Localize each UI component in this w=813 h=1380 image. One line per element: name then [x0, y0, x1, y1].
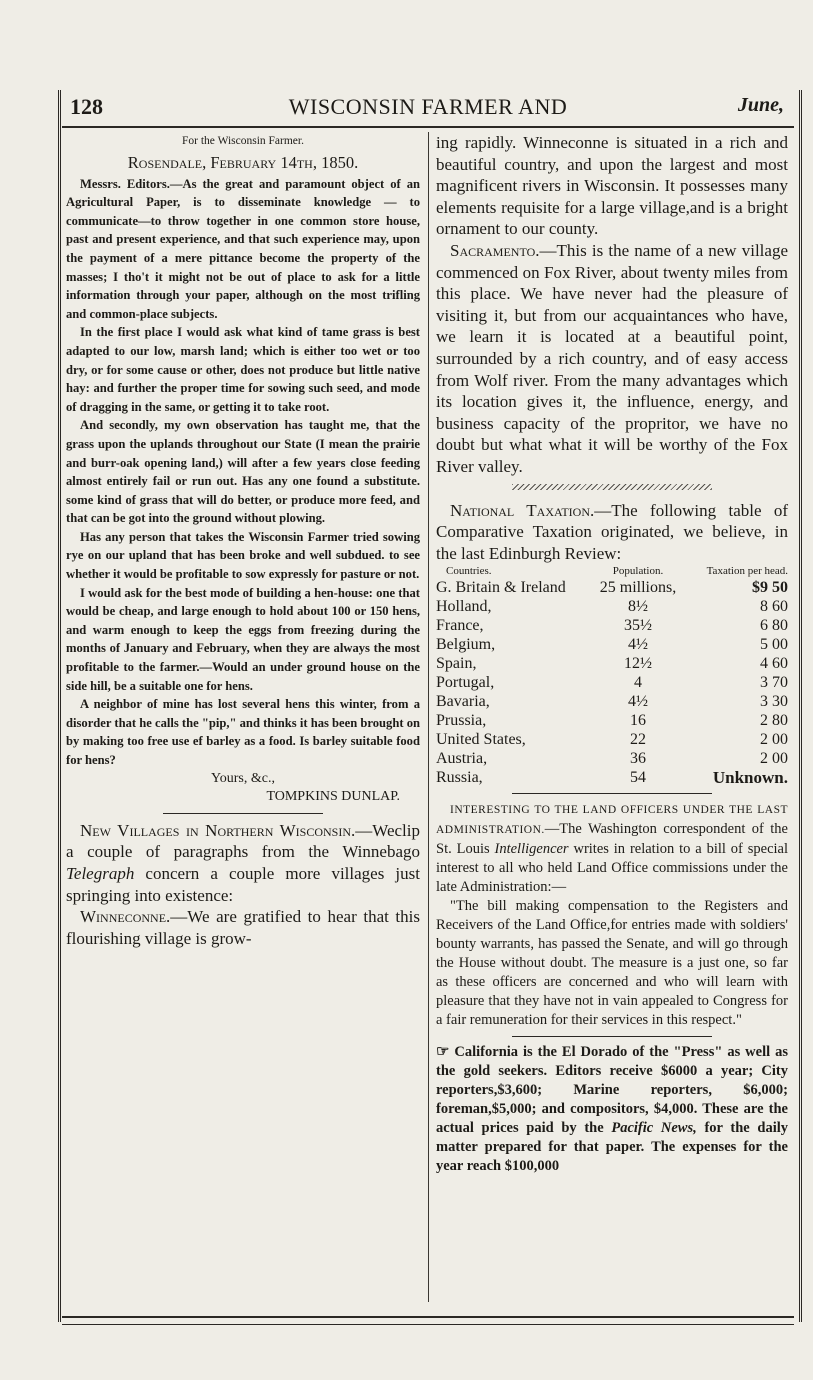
letter-dateline: Rosendale, February 14th, 1850.	[127, 152, 359, 172]
letter-paragraph: I would ask for the best mode of building a hen-house: one that would be cheap, and large enough to hold about 100 or 150 hens, and warm enough to keep the eggs from freezing during the months of January and February, when they are always the most profitable to the farmer.—Would an under ground house on the side hill, be a suitable one for hens.	[66, 585, 420, 693]
taxation-paragraph: National Taxation.—The following table of Comparative Taxation originated, we believe, in the last Edinburgh Review:	[436, 500, 788, 563]
table-row: Austria, 36 2 00	[436, 750, 788, 768]
bottom-rule	[62, 1316, 794, 1325]
taxation-label: National Taxation.	[450, 500, 595, 520]
taxation-table	[436, 564, 788, 787]
table-row: Prussia, 16 2 80	[436, 712, 788, 730]
table-row: United States, 22 2 00	[436, 731, 788, 749]
table-row: France, 35½ 6 80	[436, 617, 788, 635]
sacramento-paragraph: Sacramento.—This is the name of a new village commenced on Fox River, about twenty miles from this place. We have never had the pleasure of visiting it, but from our acquaintances who have, we learn it is located at a beautiful point, surrounded by a rich country, and of easy access from Wolf river. From the many advantages which its location gives it, the influence, energy, and business capacity of the propritor, we have no doubt but what what it will be worthy of the Fox River valley.	[436, 240, 788, 476]
pointing-hand-icon: ☞	[436, 1044, 450, 1061]
table-header	[436, 564, 788, 578]
sacramento-label: Sacramento.	[450, 240, 540, 260]
letter-paragraph: In the first place I would ask what kind of tame grass is best adapted to our low, marsh land; which is either too wet or too dry, or for some cause or other, does not produce but little native hay: and further the proper time for sowing such seed, and mode of dragging in the same, or getting it to take root.	[66, 325, 420, 414]
letter-source: For the Wisconsin Farmer.	[182, 135, 304, 147]
wavy-divider	[512, 484, 712, 490]
table-row: G. Britain & Ireland 25 millions, $9 50	[436, 579, 788, 597]
section-rule	[512, 1036, 712, 1037]
letter-paragraph: And secondly, my own observation has taught me, that the grass upon the uplands throughout our State (I mean the prairie and burr-oak opening land,) will after a few years close feeding almost entirely fail or run out. Has any one found a substitute. some kind of grass that will do better, or produce more feed, and that can be got into the ground without plowing.	[66, 418, 420, 526]
winneconne-label: Winneconne.	[80, 907, 171, 927]
section-rule	[512, 793, 712, 794]
page-number: 128	[70, 94, 103, 119]
column-header: Taxation per head.	[706, 565, 788, 578]
right-column	[436, 132, 788, 1176]
running-month: June,	[737, 94, 784, 116]
running-header	[62, 92, 794, 128]
letter-paragraph: A neighbor of mine has lost several hens this winter, from a disorder that he calls the "pip," and thinks it has been brought on by making too free use ef barley as a food. Is barley suitable food for hens?	[66, 697, 420, 767]
land-officers-quote: "The bill making compensation to the Registers and Receivers of the Land Office,for entries made with soldiers' bounty warrants, has passed the Senate, and will go through the House without doubt. The measure is a just one, so far as these officers are concerned and who will learn with pleasure that they have not in vain appealed to Congress for a fair remuneration for their services in this respect."	[436, 898, 788, 1029]
section-rule	[163, 813, 323, 814]
table-row: Russia, 54 Unknown.	[436, 768, 788, 788]
table-row: Portugal, 4 3 70	[436, 674, 788, 692]
letter-paragraph: Has any person that takes the Wisconsin Farmer tried sowing rye on our upland that has been broke and well subdued. to see whether it would be profitable to sow expressly for pasture or not.	[66, 529, 420, 582]
letter-closing: Yours, &c.,	[211, 770, 275, 786]
table-row: Spain, 12½ 4 60	[436, 655, 788, 673]
letter-signature: TOMPKINS DUNLAP.	[266, 789, 400, 805]
column-header: Population.	[612, 565, 664, 578]
column-header: Countries.	[446, 565, 492, 578]
winneconne-continued: ing rapidly. Winneconne is situated in a rich and beautiful country, and upon the largest and most magnificent rivers in Wisconsin. It possesses many elements requisite for a large village,and is a bright ornament to our county.	[436, 133, 788, 239]
table-row: Holland, 8½ 8 60	[436, 598, 788, 616]
land-officers-heading: INTERESTING TO THE LAND OFFICERS UNDER THE LAST ADMINISTRATION.	[436, 804, 788, 837]
winneconne-paragraph: Winneconne.—We are gratified to hear that this flourishing village is grow-	[66, 907, 420, 948]
running-title: WISCONSIN FARMER AND	[288, 94, 568, 119]
left-column	[66, 132, 420, 949]
table-row: Belgium, 4½ 5 00	[436, 636, 788, 654]
land-officers-paragraph: INTERESTING TO THE LAND OFFICERS UNDER THE LAST ADMINISTRATION.—The Washington correspondent of the St. Louis Intelligencer writes in relation to a bill of special interest to all who held Land Office commissions under the late Administration:—	[436, 804, 788, 896]
villages-paragraph: New Villages in Northern Wisconsin.—Weclip a couple of paragraphs from the Winnebago Telegraph concern a couple more villages just springing into existence:	[66, 820, 420, 905]
letter-paragraph: Messrs. Editors.—As the great and paramount object of an Agricultural Paper, is to disseminate knowledge — to communicate—to throw together in one common store house, past and present experience, and that such experience may, upon the payment of a mere pittance become the property of the masses; I tho't it might not be out of place to ask for a little information through your paper, although on the most trifling and common-place subjects.	[66, 176, 420, 321]
villages-heading: New Villages in Northern Wisconsin.	[80, 820, 356, 840]
california-paragraph: ☞ California is the El Dorado of the "Press" as well as the gold seekers. Editors receive $6000 a year; City reporters,$3,600; Marine reporters, $6,000; foreman,$5,000; and compositors, $4,000. These are the actual prices paid by the Pacific News, for the daily matter prepared for that paper. The expenses for the year reach $100,000	[436, 1044, 789, 1175]
table-row: Bavaria, 4½ 3 30	[436, 693, 788, 711]
column-divider	[428, 132, 429, 1302]
